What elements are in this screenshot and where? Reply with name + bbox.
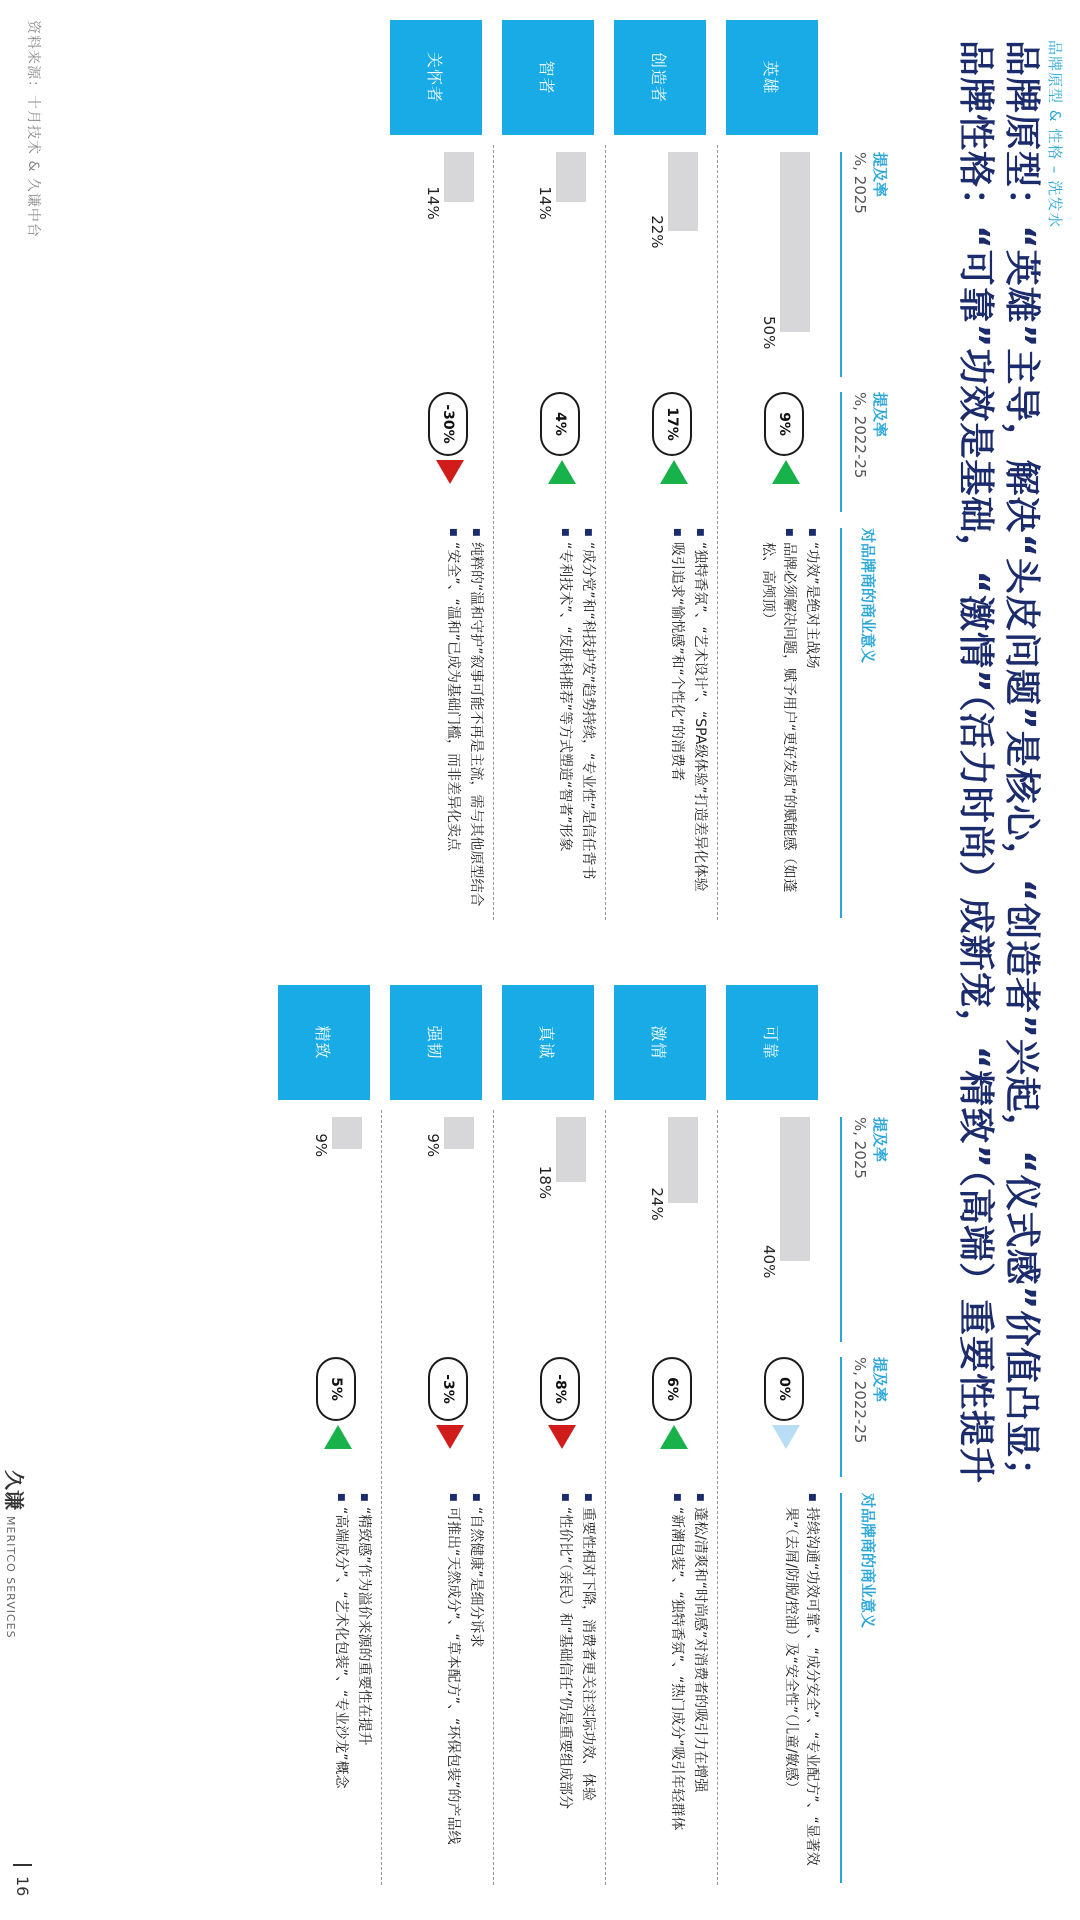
- list-item: ■ “高端成分”、“艺术化包装”、“专业沙龙”概念: [330, 1493, 351, 1883]
- list-item: ■ “安全”、“温和”已成为基础门槛，而非差异化卖点: [442, 528, 463, 918]
- change-value: 5%: [316, 1357, 356, 1421]
- header-divider: [840, 152, 842, 377]
- company-logo: [1, 1470, 30, 1639]
- list-item: ■ “自然健康”是细分诉求: [465, 1493, 486, 1883]
- change-value: 17%: [652, 392, 692, 456]
- list-item: ■ “精致感”作为溢价来源的重要性在提升: [353, 1493, 374, 1883]
- row-tag: 关怀者: [390, 20, 482, 135]
- trend-down-icon: [436, 1425, 464, 1449]
- mention-bar: [556, 1117, 586, 1182]
- row-divider: [381, 1110, 382, 1885]
- row-divider: [605, 1110, 606, 1885]
- table-row: [488, 20, 598, 920]
- list-item: ■ 重要性相对下降，消费者更关注实际功效、体验: [577, 1493, 598, 1883]
- mention-value: 18%: [536, 1165, 554, 1200]
- source-note: 资料来源：十月技术 & 久谦中台: [25, 20, 41, 238]
- mention-value: 24%: [648, 1187, 666, 1221]
- list-item: ■ “功效”是绝对主战场: [801, 528, 822, 918]
- implication-notes: [664, 1493, 710, 1883]
- mention-value: 40%: [760, 1245, 778, 1279]
- implication-header-label: 对品牌商的商业意义: [859, 1493, 877, 1629]
- row-tag: 精致: [278, 985, 370, 1100]
- row-divider: [717, 145, 718, 920]
- trend-down-icon: [548, 1425, 576, 1449]
- mention-bar: [780, 152, 810, 332]
- list-item: ■ “性价比”（亲民）和“基础信任”仍是重要组成部分: [554, 1493, 575, 1883]
- mention-bar: [668, 1117, 698, 1203]
- table-row: [376, 985, 486, 1885]
- mention-value: 50%: [760, 316, 778, 350]
- list-item: ■ 可推出“天然成分”、“草本配方”、“环保包装”的产品线: [442, 1493, 463, 1883]
- mention-bar: [332, 1117, 362, 1149]
- header-divider: [840, 1493, 842, 1883]
- row-divider: [717, 1110, 718, 1885]
- page-number: 16: [13, 1864, 32, 1896]
- row-tag: 强韧: [390, 985, 482, 1100]
- list-item: ■ 吸引追求“愉悦感”和“个性化”的消费者: [666, 528, 687, 918]
- change-value: 9%: [764, 392, 804, 456]
- implication-header-label: 对品牌商的商业意义: [859, 528, 877, 664]
- mention-bar: [444, 152, 474, 202]
- table-row: [264, 985, 374, 1885]
- mention-bar: [444, 1117, 474, 1149]
- header-divider: [840, 1357, 842, 1477]
- page-title: [952, 40, 1044, 1495]
- mention-bar: [556, 152, 586, 202]
- mention-value: 9%: [312, 1133, 330, 1158]
- implication-header: [858, 528, 878, 663]
- implication-notes: [778, 1493, 822, 1883]
- row-divider: [605, 145, 606, 920]
- implication-notes: [440, 528, 486, 918]
- mention-header-sub: %, 2025: [851, 152, 869, 214]
- mention-header: [850, 1117, 890, 1179]
- trend-up-icon: [324, 1425, 352, 1449]
- breadcrumb: 品牌原型 & 性格 – 洗发水: [1046, 40, 1064, 229]
- change-value: -8%: [540, 1357, 580, 1421]
- row-tag: 英雄: [726, 20, 818, 135]
- change-header: [850, 1357, 890, 1443]
- row-divider: [493, 145, 494, 920]
- header-divider: [840, 392, 842, 512]
- implication-notes: [755, 528, 822, 918]
- list-item: ■ 蓬松/清爽和“时尚感”对消费者的吸引力在增强: [689, 1493, 710, 1883]
- table-row: [712, 985, 822, 1885]
- list-item: ■ 持续沟通“功效可靠”、“成分安全”、“专业配方”、“显著效果”（去屑/防脱/控油）及“安全性”（儿童/敏感）: [780, 1493, 822, 1883]
- list-item: ■ 品牌必须解决问题，赋予用户“更好发质”的赋能感（如蓬松、高颅顶）: [757, 528, 799, 918]
- row-tag: 可靠: [726, 985, 818, 1100]
- change-value: 6%: [652, 1357, 692, 1421]
- row-tag: 激情: [614, 985, 706, 1100]
- change-value: -30%: [428, 392, 468, 456]
- implication-notes: [552, 1493, 598, 1883]
- mention-bar: [780, 1117, 810, 1261]
- change-value: 4%: [540, 392, 580, 456]
- table-row: [600, 985, 710, 1885]
- change-value: -3%: [428, 1357, 468, 1421]
- mention-value: 14%: [536, 186, 554, 220]
- mention-value: 22%: [648, 215, 666, 249]
- list-item: ■ 纯粹的“温和守护”叙事可能不再是主流，需与其他原型结合: [465, 528, 486, 918]
- trend-up-icon: [660, 460, 688, 484]
- trend-up-icon: [772, 460, 800, 484]
- table-row: [376, 20, 486, 920]
- mention-value: 9%: [424, 1133, 442, 1158]
- table-row: [600, 20, 710, 920]
- mention-bar: [668, 152, 698, 231]
- list-item: ■ “独特香氛”、“艺术设计”、“SPA级体验”打造差异化体验: [689, 528, 710, 918]
- trend-flat-icon: [772, 1425, 800, 1449]
- change-header-label: 提及率: [871, 1357, 889, 1403]
- implication-notes: [664, 528, 710, 918]
- row-tag: 真诚: [502, 985, 594, 1100]
- title-line-archetype: 品牌原型：“英雄”主导，解决“头皮问题”是核心，“创造者”兴起，“仪式感”价值凸显；: [1001, 40, 1042, 1496]
- header-divider: [840, 528, 842, 918]
- mention-header: [850, 152, 890, 214]
- list-item: ■ “专利技术”、“皮肤科推荐”等方式塑造“智者”形象: [554, 528, 575, 918]
- implication-notes: [440, 1493, 486, 1883]
- mention-header-sub: %, 2025: [851, 1117, 869, 1179]
- logo-en: MERITCO SERVICES: [4, 1516, 17, 1639]
- header-divider: [840, 1117, 842, 1342]
- implication-notes: [552, 528, 598, 918]
- change-header-sub: %, 2022-25: [851, 392, 869, 479]
- trend-up-icon: [660, 1425, 688, 1449]
- row-tag: 智者: [502, 20, 594, 135]
- table-row: [488, 985, 598, 1885]
- title-line-personality: 品牌性格：“可靠”功效是基础，“激情”（活力时尚）成新宠，“精致”（高端）重要性提升: [955, 40, 996, 1484]
- change-header-sub: %, 2022-25: [851, 1357, 869, 1444]
- table-row: [712, 20, 822, 920]
- row-divider: [493, 1110, 494, 1885]
- implication-header: [858, 1493, 878, 1628]
- list-item: ■ “成分党”和“科技护发”趋势持续，“专业性”是信任背书: [577, 528, 598, 918]
- implication-notes: [328, 1493, 374, 1883]
- logo-cn: 久谦: [2, 1470, 26, 1510]
- change-header: [850, 392, 890, 478]
- trend-up-icon: [548, 460, 576, 484]
- trend-down-icon: [436, 460, 464, 484]
- mention-header-label: 提及率: [871, 1117, 889, 1163]
- mention-header-label: 提及率: [871, 152, 889, 198]
- row-tag: 创造者: [614, 20, 706, 135]
- list-item: ■ “新潮包装”、“独特香氛”、“热门成分”吸引年轻群体: [666, 1493, 687, 1883]
- mention-value: 14%: [424, 186, 442, 220]
- change-value: 0%: [764, 1357, 804, 1421]
- change-header-label: 提及率: [871, 392, 889, 438]
